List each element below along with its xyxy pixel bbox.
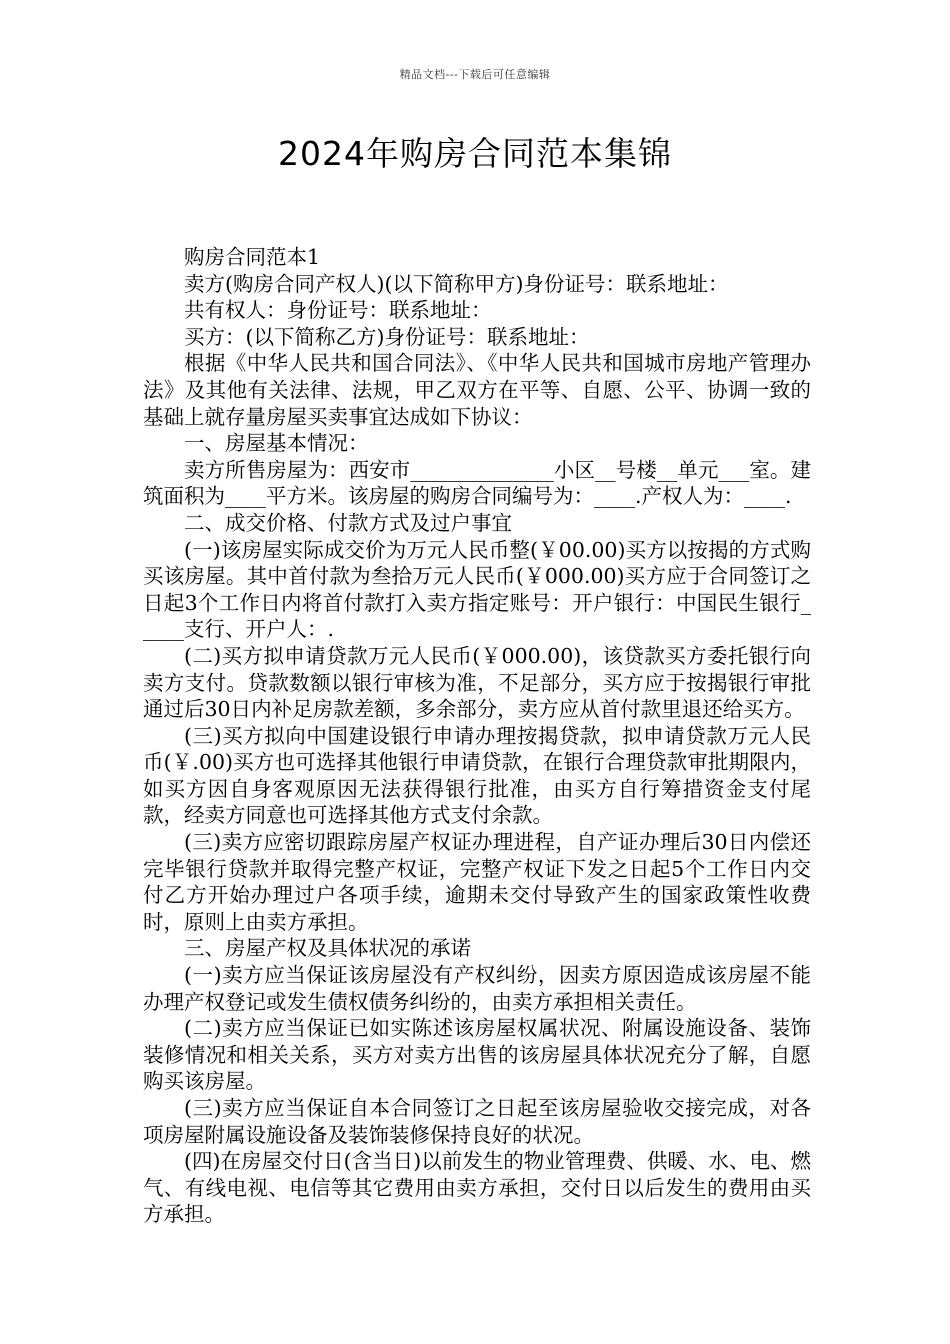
paragraph: 共有权人：身份证号：联系地址： — [184, 298, 492, 323]
paragraph: (一)该房屋实际成交价为万元人民币整(￥00.00)买方以按揭的方式购买该房屋。其中首付款为叁拾万元人民币(￥000.00)买方应于合同签订之日起3个工作日内将首付款打入卖方指定账号：开户银行：中国民生银行_____支行、开户人：. — [143, 537, 811, 642]
paragraph: (三)卖方应当保证自本合同签订之日起至该房屋验收交接完成，对各项房屋附属设施设备及装饰装修保持良好的状况。 — [143, 1096, 811, 1147]
paragraph: (四)在房屋交付日(含当日)以前发生的物业管理费、供暖、水、电、燃气、有线电视、电信等其它费用由卖方承担，交付日以后发生的费用由买方承担。 — [143, 1149, 811, 1227]
document-title: 2024年购房合同范本集锦 — [278, 134, 672, 173]
header-note: 精品文档---下载后可任意编辑 — [399, 68, 551, 81]
paragraph: 根据《中华人民共和国合同法》、《中华人民共和国城市房地产管理办法》及其他有关法律、法规，甲乙双方在平等、自愿、公平、协调一致的基础上就存量房屋买卖事宜达成如下协议： — [143, 351, 811, 429]
paragraph: 卖方(购房合同产权人)(以下简称甲方)身份证号：联系地址： — [184, 271, 729, 296]
paragraph: (二)卖方应当保证已如实陈述该房屋权属状况、附属设施设备、装饰装修情况和相关关系，买方对卖方出售的该房屋具体状况充分了解，自愿购买该房屋。 — [143, 1016, 811, 1094]
paragraph: (一)卖方应当保证该房屋没有产权纠纷，因卖方原因造成该房屋不能办理产权登记或发生债权债务纠纷的，由卖方承担相关责任。 — [143, 963, 811, 1014]
paragraph: (三)买方拟向中国建设银行申请办理按揭贷款，拟申请贷款万元人民币(￥.00)买方也可选择其他银行申请贷款，在银行合理贷款审批期限内，如买方因自身客观原因无法获得银行批准，由买方自行筹措资金支付尾款，经卖方同意也可选择其他方式支付余款。 — [143, 723, 811, 828]
paragraph: 购房合同范本1 — [184, 245, 321, 269]
paragraph: 买方：(以下简称乙方)身份证号：联系地址： — [184, 324, 590, 349]
paragraph: 卖方所售房屋为：西安市______________小区__号楼__单元___室。建筑面积为____平方米。该房屋的购房合同编号为：____.产权人为：____. — [143, 457, 811, 509]
document-body — [143, 244, 811, 1228]
paragraph: (二)买方拟申请贷款万元人民币(￥000.00)，该贷款买方委托银行向卖方支付。贷款数额以银行审核为准，不足部分，买方应于按揭银行审批通过后30日内补足房款差额，多余部分，卖方应从首付款里退还给买方。 — [143, 643, 811, 722]
section-heading: 三、房屋产权及具体状况的承诺 — [184, 936, 471, 961]
section-heading: 一、房屋基本情况： — [184, 431, 369, 456]
section-heading: 二、成交价格、付款方式及过户事宜 — [184, 510, 512, 535]
paragraph: (三)卖方应密切跟踪房屋产权证办理进程，自产证办理后30日内偿还完毕银行贷款并取得完整产权证，完整产权证下发之日起5个工作日内交付乙方开始办理过户各项手续，逾期未交付导致产生的国家政策性收费时，原则上由卖方承担。 — [143, 830, 811, 934]
